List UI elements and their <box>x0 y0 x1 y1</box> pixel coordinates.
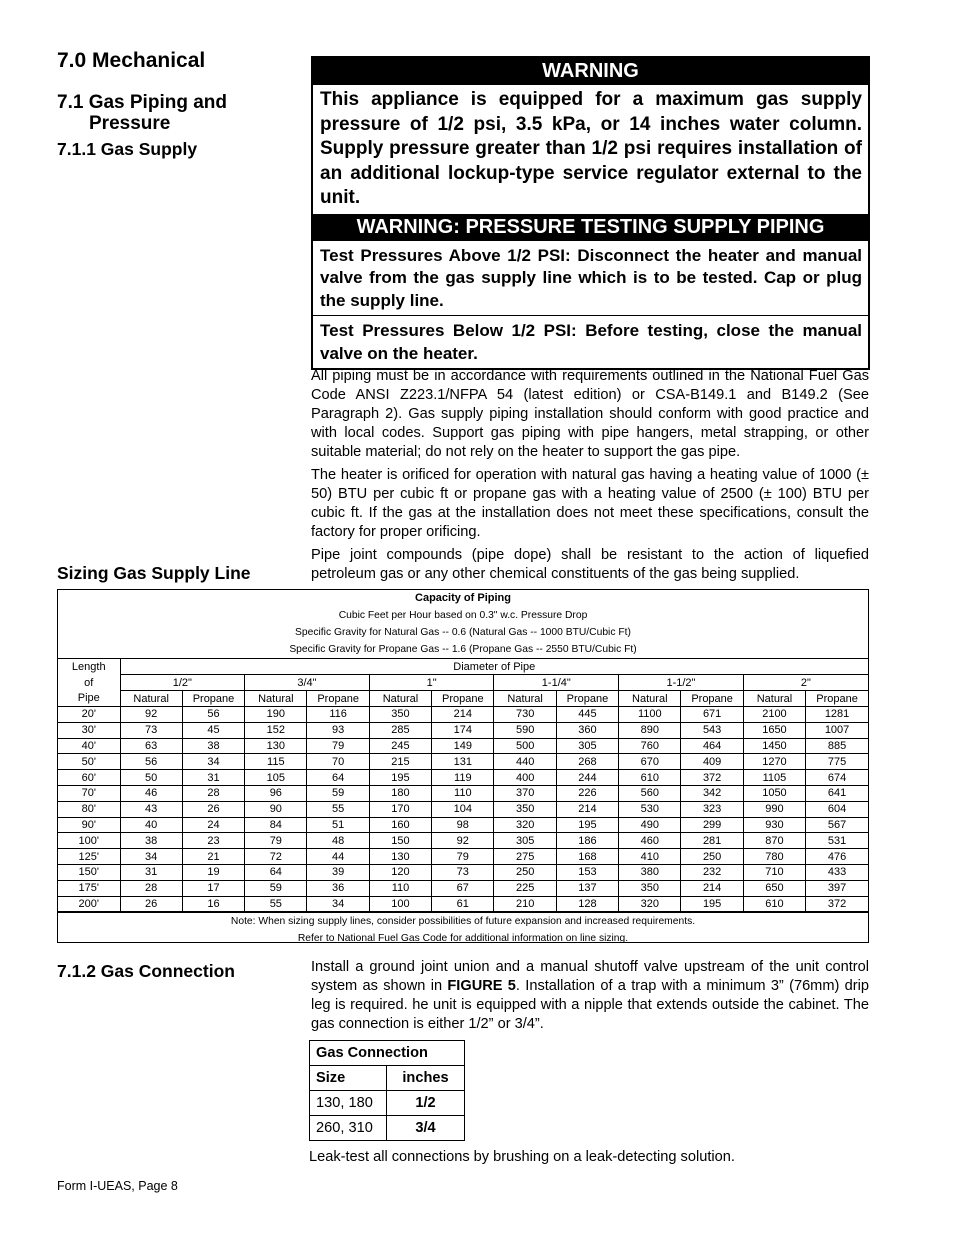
capacity-cell: 28 <box>182 785 244 801</box>
capacity-cell: 500 <box>494 738 556 754</box>
capacity-cell: 350 <box>369 707 431 723</box>
capacity-cell: 400 <box>494 770 556 786</box>
capacity-cell: 28 <box>120 880 182 896</box>
figure-5-reference: FIGURE 5 <box>447 978 516 994</box>
pipe-length-cell: 80' <box>58 801 120 817</box>
capacity-cell: 397 <box>806 880 868 896</box>
capacity-cell: 23 <box>182 833 244 849</box>
gas-table-inches: 3/4 <box>387 1116 465 1141</box>
capacity-cell: 24 <box>182 817 244 833</box>
capacity-cell: 250 <box>681 849 743 865</box>
capacity-cell: 610 <box>619 770 681 786</box>
warning-text: This appliance is equipped for a maximum gas supply pressure of 1/2 psi, 3.5 kPa, or 14 inches water column. Supply pressure greater than 1/2 psi requires installation of an additional lockup-type service regulator external to the unit. <box>320 89 862 208</box>
capacity-cell: 1650 <box>743 722 805 738</box>
capacity-cell: 160 <box>369 817 431 833</box>
capacity-cell: 152 <box>245 722 307 738</box>
capacity-cell: 186 <box>556 833 618 849</box>
gas-supply-paragraphs <box>311 367 869 588</box>
capacity-cell: 39 <box>307 864 369 880</box>
capacity-cell: 119 <box>432 770 494 786</box>
capacity-cell: 195 <box>556 817 618 833</box>
table-row <box>58 785 868 801</box>
capacity-cell: 320 <box>619 896 681 912</box>
capacity-cell: 21 <box>182 849 244 865</box>
capacity-cell: 55 <box>307 801 369 817</box>
length-header: Length <box>58 659 120 675</box>
warning-title: WARNING <box>313 58 868 85</box>
capacity-cell: 19 <box>182 864 244 880</box>
capacity-cell: 775 <box>806 754 868 770</box>
length-header: of <box>58 675 120 691</box>
capacity-cell: 45 <box>182 722 244 738</box>
gas-connection-text-1: Install a ground joint union and a manual shutoff valve upstream of the unit control system as shown in <box>311 959 869 994</box>
capacity-cell: 214 <box>681 880 743 896</box>
table-row <box>310 1116 465 1141</box>
capacity-cell: 372 <box>806 896 868 912</box>
capacity-table <box>57 589 869 943</box>
table-row <box>58 864 868 880</box>
capacity-cell: 116 <box>307 707 369 723</box>
capacity-cell: 567 <box>806 817 868 833</box>
capacity-cell: 410 <box>619 849 681 865</box>
warning-box <box>311 56 870 370</box>
capacity-cell: 149 <box>432 738 494 754</box>
pipe-size-header: 1/2" <box>120 675 245 691</box>
capacity-cell: 34 <box>120 849 182 865</box>
section-heading-gas-connection: 7.1.2 Gas Connection <box>57 961 235 981</box>
capacity-cell: 870 <box>743 833 805 849</box>
gas-connection-paragraph <box>311 958 869 1034</box>
orifice-paragraph: The heater is orificed for operation with natural gas having a heating value of 1000 (± 50) BTU per cubic ft or propane gas with a heating value of 2500 (± 100) BTU per cubic ft. If the gas at the installation does not meet these specifications, consult the factory for proper orificing. <box>311 467 869 540</box>
capacity-cell: 38 <box>182 738 244 754</box>
capacity-cell: 67 <box>432 880 494 896</box>
capacity-cell: 650 <box>743 880 805 896</box>
capacity-cell: 128 <box>556 896 618 912</box>
gas-table-inches-header: inches <box>387 1066 465 1091</box>
gas-piping-heading-line1: 7.1 Gas Piping and <box>57 92 227 113</box>
capacity-cell: 79 <box>432 849 494 865</box>
capacity-cell: 305 <box>556 738 618 754</box>
capacity-cell: 79 <box>245 833 307 849</box>
capacity-cell: 760 <box>619 738 681 754</box>
capacity-cell: 380 <box>619 864 681 880</box>
capacity-cell: 96 <box>245 785 307 801</box>
capacity-cell: 72 <box>245 849 307 865</box>
capacity-cell: 150 <box>369 833 431 849</box>
capacity-cell: 84 <box>245 817 307 833</box>
capacity-note-2: Refer to National Fuel Gas Code for additional information on line sizing. <box>297 933 629 945</box>
pipe-length-cell: 90' <box>58 817 120 833</box>
capacity-cell: 36 <box>307 880 369 896</box>
capacity-cell: 210 <box>494 896 556 912</box>
capacity-cell: 730 <box>494 707 556 723</box>
capacity-cell: 604 <box>806 801 868 817</box>
capacity-cell: 1270 <box>743 754 805 770</box>
capacity-cell: 531 <box>806 833 868 849</box>
gas-connection-text-2: . Installation of a trap with a minimum 3” (76mm) drip leg is required. he unit is equipped with a nipple that extends outside the cabinet. The gas connection is either 1/2” or 3/4”. <box>311 978 869 1032</box>
capacity-cell: 73 <box>432 864 494 880</box>
capacity-cell: 26 <box>182 801 244 817</box>
capacity-cell: 153 <box>556 864 618 880</box>
capacity-note-1: Note: When sizing supply lines, consider possibilities of future expansion and increased requirements. <box>58 912 868 930</box>
length-header: Pipe <box>58 691 120 707</box>
capacity-cell: 530 <box>619 801 681 817</box>
natural-header: Natural <box>245 691 307 707</box>
capacity-cell: 131 <box>432 754 494 770</box>
table-row <box>58 817 868 833</box>
capacity-cell: 98 <box>432 817 494 833</box>
capacity-cell: 560 <box>619 785 681 801</box>
capacity-cell: 105 <box>245 770 307 786</box>
capacity-subtitle-1: Cubic Feet per Hour based on 0.3" w.c. Pressure Drop <box>338 610 588 621</box>
leak-test-text: Leak-test all connections by brushing on a leak-detecting solution. <box>309 1149 735 1165</box>
table-row <box>58 754 868 770</box>
capacity-subtitle-2: Specific Gravity for Natural Gas -- 0.6 (Natural Gas -- 1000 BTU/Cubic Ft) <box>295 627 631 638</box>
capacity-cell: 104 <box>432 801 494 817</box>
capacity-cell: 79 <box>307 738 369 754</box>
capacity-cell: 43 <box>120 801 182 817</box>
pipe-size-header: 1" <box>369 675 494 691</box>
capacity-cell: 1105 <box>743 770 805 786</box>
capacity-cell: 31 <box>182 770 244 786</box>
test-below-text: Test Pressures Below 1/2 PSI: Before testing, close the manual valve on the heater. <box>320 321 862 363</box>
propane-header: Propane <box>307 691 369 707</box>
table-row <box>58 896 868 912</box>
pipe-length-cell: 100' <box>58 833 120 849</box>
capacity-cell: 372 <box>681 770 743 786</box>
capacity-cell: 93 <box>307 722 369 738</box>
capacity-cell: 226 <box>556 785 618 801</box>
capacity-cell: 990 <box>743 801 805 817</box>
piping-requirements-paragraph: All piping must be in accordance with requirements outlined in the National Fuel Gas Code ANSI Z223.1/NFPA 54 (latest edition) or CSA-B149.1 and B149.2 (See Paragraph 2). Gas supply piping installation should conform with good practice and with local codes. Support gas piping with pipe hangers, metal strapping, or other suitable material; do not rely on the heater to support the gas pipe. <box>311 368 869 460</box>
page-footer: Form I-UEAS, Page 8 <box>57 1179 178 1193</box>
gas-connection-table <box>309 1040 465 1141</box>
capacity-cell: 433 <box>806 864 868 880</box>
capacity-cell: 674 <box>806 770 868 786</box>
capacity-cell: 34 <box>182 754 244 770</box>
capacity-cell: 1100 <box>619 707 681 723</box>
capacity-cell: 73 <box>120 722 182 738</box>
capacity-cell: 299 <box>681 817 743 833</box>
gas-table-title: Gas Connection <box>310 1041 465 1066</box>
capacity-cell: 168 <box>556 849 618 865</box>
diameter-header: Diameter of Pipe <box>120 659 868 675</box>
table-row <box>58 801 868 817</box>
pressure-testing-title: WARNING: PRESSURE TESTING SUPPLY PIPING <box>313 214 868 241</box>
gas-piping-heading-line2: Pressure <box>89 113 171 134</box>
capacity-cell: 110 <box>369 880 431 896</box>
pipe-length-cell: 50' <box>58 754 120 770</box>
capacity-cell: 268 <box>556 754 618 770</box>
capacity-cell: 59 <box>245 880 307 896</box>
natural-header: Natural <box>743 691 805 707</box>
capacity-cell: 34 <box>307 896 369 912</box>
table-row <box>58 880 868 896</box>
section-heading-sizing: Sizing Gas Supply Line <box>57 563 251 583</box>
capacity-cell: 890 <box>619 722 681 738</box>
capacity-title: Capacity of Piping <box>415 592 511 604</box>
capacity-cell: 38 <box>120 833 182 849</box>
capacity-cell: 55 <box>245 896 307 912</box>
propane-header: Propane <box>432 691 494 707</box>
capacity-cell: 130 <box>369 849 431 865</box>
capacity-cell: 244 <box>556 770 618 786</box>
pipe-size-header: 3/4" <box>245 675 370 691</box>
capacity-cell: 232 <box>681 864 743 880</box>
capacity-cell: 215 <box>369 754 431 770</box>
capacity-cell: 115 <box>245 754 307 770</box>
capacity-cell: 780 <box>743 849 805 865</box>
test-above-text: Test Pressures Above 1/2 PSI: Disconnect the heater and manual valve from the gas supply line which is to be tested. Cap or plug the supply line. <box>320 245 862 310</box>
pipe-length-cell: 70' <box>58 785 120 801</box>
capacity-cell: 130 <box>245 738 307 754</box>
capacity-cell: 281 <box>681 833 743 849</box>
capacity-cell: 320 <box>494 817 556 833</box>
gas-table-size-header: Size <box>310 1066 387 1091</box>
capacity-cell: 48 <box>307 833 369 849</box>
capacity-cell: 342 <box>681 785 743 801</box>
section-heading-gas-supply: 7.1.1 Gas Supply <box>57 139 198 159</box>
capacity-cell: 710 <box>743 864 805 880</box>
gas-table-inches: 1/2 <box>387 1091 465 1116</box>
capacity-cell: 92 <box>120 707 182 723</box>
propane-header: Propane <box>182 691 244 707</box>
capacity-cell: 460 <box>619 833 681 849</box>
pipe-length-cell: 30' <box>58 722 120 738</box>
natural-header: Natural <box>494 691 556 707</box>
pipe-length-cell: 20' <box>58 707 120 723</box>
capacity-cell: 275 <box>494 849 556 865</box>
capacity-cell: 70 <box>307 754 369 770</box>
table-row <box>58 833 868 849</box>
capacity-cell: 360 <box>556 722 618 738</box>
capacity-cell: 137 <box>556 880 618 896</box>
capacity-cell: 195 <box>369 770 431 786</box>
capacity-cell: 174 <box>432 722 494 738</box>
pipe-length-cell: 60' <box>58 770 120 786</box>
capacity-cell: 245 <box>369 738 431 754</box>
propane-header: Propane <box>806 691 868 707</box>
gas-table-size: 130, 180 <box>310 1091 387 1116</box>
gas-table-size: 260, 310 <box>310 1116 387 1141</box>
capacity-cell: 40 <box>120 817 182 833</box>
capacity-cell: 1050 <box>743 785 805 801</box>
pipe-size-header: 1-1/2" <box>619 675 744 691</box>
capacity-cell: 670 <box>619 754 681 770</box>
pipe-length-cell: 125' <box>58 849 120 865</box>
capacity-cell: 64 <box>245 864 307 880</box>
natural-header: Natural <box>619 691 681 707</box>
capacity-cell: 476 <box>806 849 868 865</box>
table-row <box>58 849 868 865</box>
capacity-cell: 120 <box>369 864 431 880</box>
section-heading-mechanical: 7.0 Mechanical <box>57 49 206 72</box>
capacity-cell: 46 <box>120 785 182 801</box>
capacity-cell: 323 <box>681 801 743 817</box>
table-row <box>58 738 868 754</box>
capacity-cell: 26 <box>120 896 182 912</box>
pipe-size-header: 1-1/4" <box>494 675 619 691</box>
pipe-dope-paragraph: Pipe joint compounds (pipe dope) shall be resistant to the action of liquefied petroleum gas or any other chemical constituents of the gas being supplied. <box>311 547 869 582</box>
capacity-cell: 885 <box>806 738 868 754</box>
capacity-cell: 350 <box>494 801 556 817</box>
capacity-cell: 214 <box>432 707 494 723</box>
capacity-cell: 2100 <box>743 707 805 723</box>
capacity-cell: 44 <box>307 849 369 865</box>
table-row <box>58 770 868 786</box>
natural-header: Natural <box>120 691 182 707</box>
capacity-cell: 51 <box>307 817 369 833</box>
capacity-cell: 285 <box>369 722 431 738</box>
capacity-cell: 409 <box>681 754 743 770</box>
table-row <box>58 722 868 738</box>
capacity-cell: 110 <box>432 785 494 801</box>
capacity-cell: 16 <box>182 896 244 912</box>
capacity-cell: 490 <box>619 817 681 833</box>
capacity-cell: 190 <box>245 707 307 723</box>
capacity-grid <box>58 658 868 912</box>
capacity-cell: 641 <box>806 785 868 801</box>
capacity-cell: 56 <box>182 707 244 723</box>
capacity-subtitle-3: Specific Gravity for Propane Gas -- 1.6 (Propane Gas -- 2550 BTU/Cubic Ft) <box>289 644 637 655</box>
pipe-size-header: 2" <box>743 675 868 691</box>
capacity-cell: 464 <box>681 738 743 754</box>
capacity-cell: 90 <box>245 801 307 817</box>
pipe-length-cell: 150' <box>58 864 120 880</box>
natural-header: Natural <box>369 691 431 707</box>
capacity-cell: 930 <box>743 817 805 833</box>
capacity-cell: 64 <box>307 770 369 786</box>
pipe-length-cell: 200' <box>58 896 120 912</box>
capacity-cell: 31 <box>120 864 182 880</box>
capacity-cell: 370 <box>494 785 556 801</box>
capacity-cell: 225 <box>494 880 556 896</box>
capacity-cell: 59 <box>307 785 369 801</box>
capacity-cell: 1281 <box>806 707 868 723</box>
capacity-cell: 1450 <box>743 738 805 754</box>
pipe-length-cell: 40' <box>58 738 120 754</box>
propane-header: Propane <box>556 691 618 707</box>
capacity-cell: 92 <box>432 833 494 849</box>
capacity-cell: 195 <box>681 896 743 912</box>
capacity-cell: 61 <box>432 896 494 912</box>
capacity-cell: 250 <box>494 864 556 880</box>
pipe-length-cell: 175' <box>58 880 120 896</box>
capacity-cell: 214 <box>556 801 618 817</box>
capacity-cell: 350 <box>619 880 681 896</box>
capacity-cell: 445 <box>556 707 618 723</box>
propane-header: Propane <box>681 691 743 707</box>
table-row <box>310 1091 465 1116</box>
capacity-cell: 1007 <box>806 722 868 738</box>
capacity-cell: 100 <box>369 896 431 912</box>
capacity-cell: 671 <box>681 707 743 723</box>
capacity-cell: 63 <box>120 738 182 754</box>
table-row <box>58 707 868 723</box>
capacity-cell: 170 <box>369 801 431 817</box>
capacity-cell: 56 <box>120 754 182 770</box>
capacity-cell: 50 <box>120 770 182 786</box>
capacity-cell: 610 <box>743 896 805 912</box>
capacity-cell: 543 <box>681 722 743 738</box>
capacity-cell: 180 <box>369 785 431 801</box>
section-heading-gas-piping <box>57 92 227 134</box>
capacity-cell: 17 <box>182 880 244 896</box>
capacity-cell: 590 <box>494 722 556 738</box>
capacity-cell: 305 <box>494 833 556 849</box>
capacity-cell: 440 <box>494 754 556 770</box>
